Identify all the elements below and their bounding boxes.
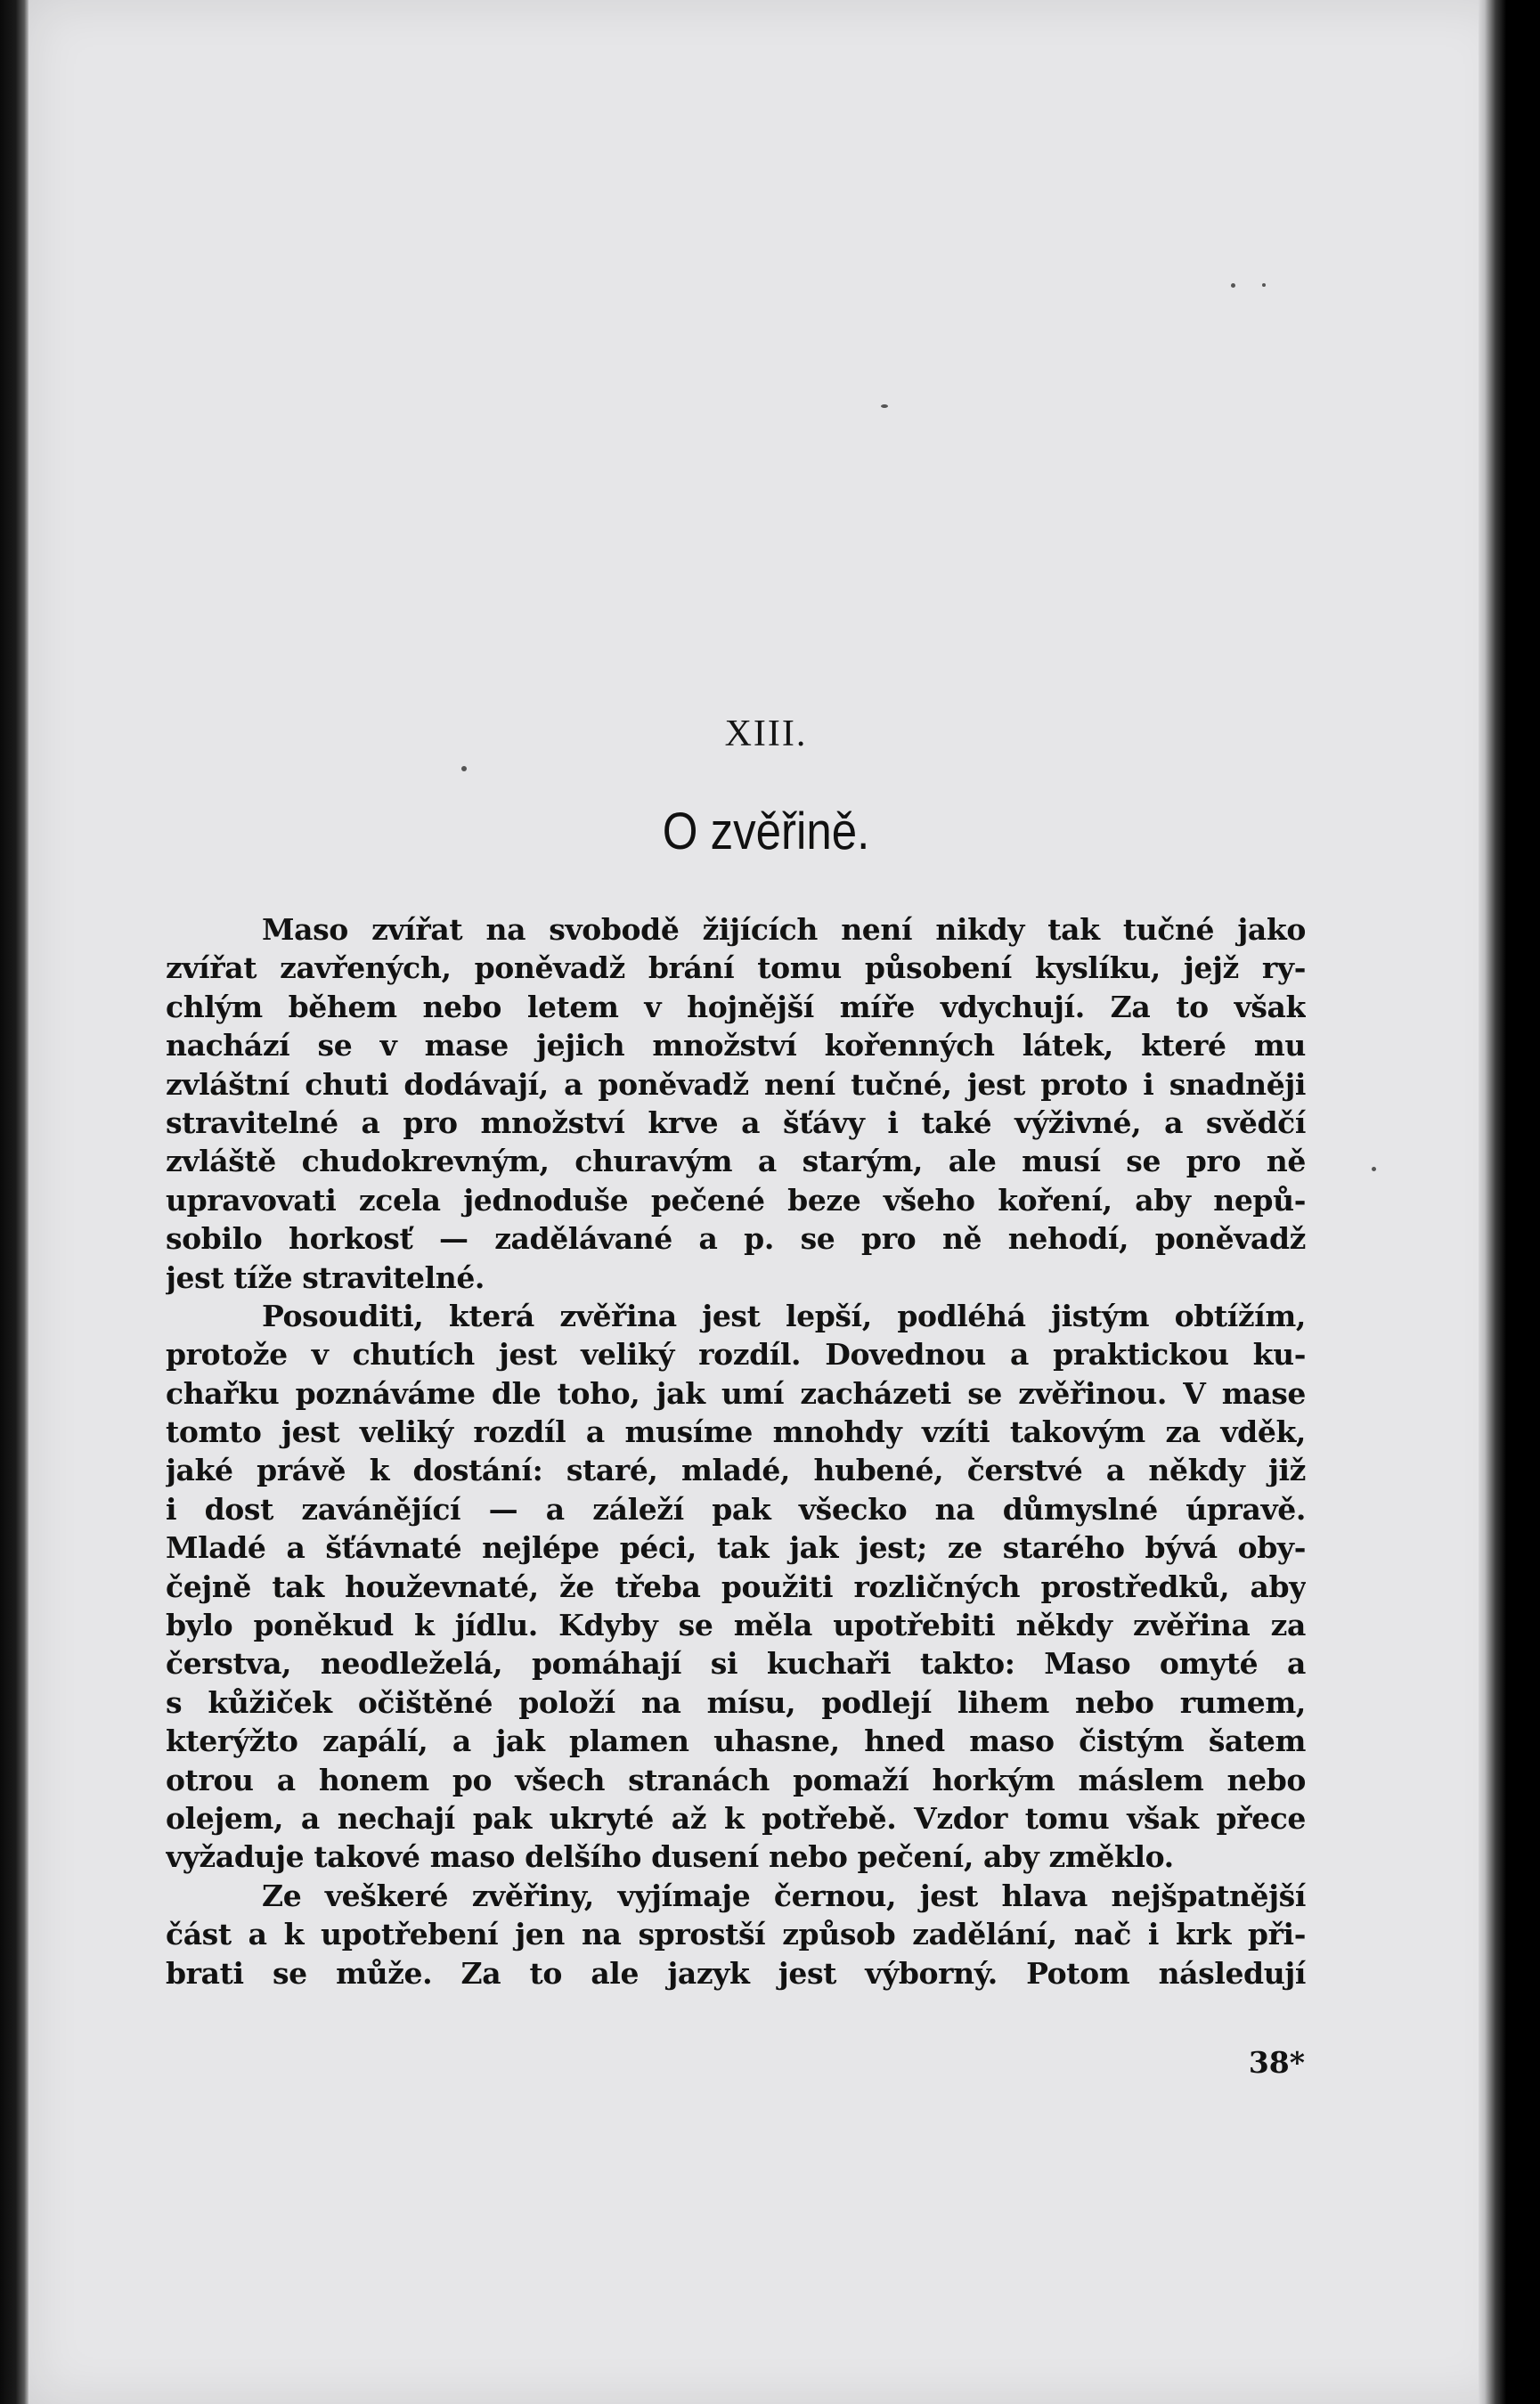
chapter-number: XIII. bbox=[724, 713, 808, 754]
text-line: zvířat zavřených, poněvadž brání tomu působení kyslíku, jejž ry- bbox=[166, 950, 1306, 986]
text-line: jest tíže stravitelné. bbox=[166, 1259, 485, 1295]
text-line: olejem, a nechají pak ukryté až k potřebě. Vzdor tomu však přece bbox=[166, 1800, 1306, 1836]
text-line: čejně tak houževnaté, že třeba použiti rozličných prostředků, aby bbox=[166, 1569, 1306, 1604]
text-line: i dost zavánějící — a záleží pak všecko na důmyslné úpravě. bbox=[166, 1491, 1306, 1527]
text-line: Posouditi, která zvěřina jest lepší, podléhá jistým obtížím, bbox=[262, 1298, 1306, 1333]
text-line: s kůžiček očištěné položí na mísu, podlejí lihem nebo rumem, bbox=[166, 1684, 1306, 1720]
scan-right-edge bbox=[1479, 0, 1540, 2404]
text-line: chlým během nebo letem v hojnější míře vdychují. Za to však bbox=[166, 989, 1306, 1024]
scan-left-edge bbox=[0, 0, 29, 2404]
text-line: Maso zvířat na svobodě žijících není nikdy tak tučné jako bbox=[262, 912, 1306, 947]
text-line: tomto jest veliký rozdíl a musíme mnohdy vzíti takovým za vděk, bbox=[166, 1414, 1306, 1450]
text-line: část a k upotřebení jen na sprostší způsob zadělání, nač i krk při- bbox=[166, 1917, 1306, 1952]
paper-speck bbox=[881, 404, 888, 408]
paper-speck bbox=[1262, 283, 1266, 287]
paper-speck bbox=[1372, 1167, 1376, 1171]
text-line: Mladé a šťávnaté nejlépe péci, tak jak jest; ze starého bývá oby- bbox=[166, 1530, 1306, 1566]
text-line: otrou a honem po všech stranách pomaží horkým máslem nebo bbox=[166, 1762, 1306, 1797]
text-line: čerstva, neodleželá, pomáhají si kuchaři takto: Maso omyté a bbox=[166, 1646, 1306, 1682]
text-line: protože v chutích jest veliký rozdíl. Dovednou a praktickou ku- bbox=[166, 1337, 1306, 1373]
text-line: upravovati zcela jednoduše pečené beze všeho koření, aby nepů- bbox=[166, 1182, 1306, 1218]
text-line: bylo poněkud k jídlu. Kdyby se měla upotřebiti někdy zvěřina za bbox=[166, 1608, 1306, 1643]
body-text bbox=[166, 910, 1306, 1992]
page-signature: 38* bbox=[1248, 2045, 1305, 2080]
text-line: sobilo horkosť — zadělávané a p. se pro ně nehodí, poněvadž bbox=[166, 1221, 1306, 1257]
chapter-title: O zvěřině. bbox=[662, 803, 870, 860]
text-line: zvláště chudokrevným, churavým a starým, ale musí se pro ně bbox=[166, 1144, 1306, 1179]
text-line: brati se může. Za to ale jazyk jest výborný. Potom následují bbox=[166, 1955, 1306, 1991]
text-line: kterýžto zapálí, a jak plamen uhasne, hned maso čistým šatem bbox=[166, 1724, 1306, 1759]
paper-speck bbox=[461, 766, 467, 771]
text-line: chařku poznáváme dle toho, jak umí zacházeti se zvěřinou. V mase bbox=[166, 1375, 1306, 1411]
text-line: zvláštní chuti dodávají, a poněvadž není tučné, jest proto i snadněji bbox=[166, 1066, 1306, 1102]
text-line: nachází se v mase jejich množství kořenných látek, které mu bbox=[166, 1028, 1306, 1063]
text-line: stravitelné a pro množství krve a šťávy i také výživné, a svědčí bbox=[166, 1104, 1306, 1140]
text-line: Ze veškeré zvěřiny, vyjímaje černou, jest hlava nejšpatnější bbox=[262, 1878, 1306, 1913]
paper-speck bbox=[1231, 283, 1235, 288]
text-line: jaké právě k dostání: staré, mladé, hubené, čerstvé a někdy již bbox=[166, 1453, 1306, 1488]
text-line: vyžaduje takové maso delšího dusení nebo pečení, aby změklo. bbox=[166, 1839, 1174, 1875]
